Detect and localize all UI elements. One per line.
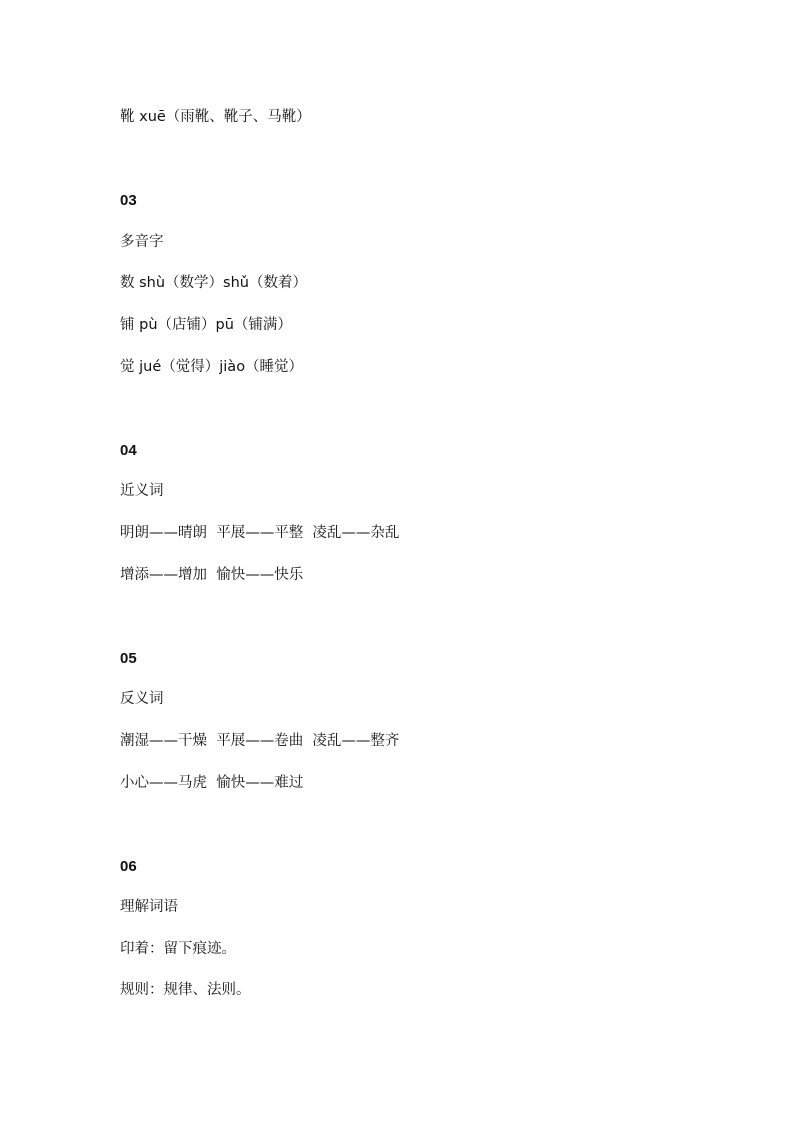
section-line: 潮湿——干燥 平展——卷曲 凌乱——整齐 xyxy=(120,732,400,749)
section-antonyms xyxy=(120,638,399,804)
intro-line: 靴 xuē（雨靴、靴子、马靴） xyxy=(120,109,311,125)
section-polyphones xyxy=(120,180,399,388)
section-number: 06 xyxy=(120,857,137,875)
section-title: 多音字 xyxy=(120,233,164,250)
section-line: 明朗——晴朗 平展——平整 凌乱——杂乱 xyxy=(120,524,400,541)
section-synonyms xyxy=(120,430,399,596)
section-title: 理解词语 xyxy=(120,899,178,916)
section-line: 增添——增加 愉快——快乐 xyxy=(120,566,304,583)
section-line: 规则：规律、法则。 xyxy=(120,982,251,999)
section-number: 05 xyxy=(120,649,137,667)
section-line: 印着：留下痕迹。 xyxy=(120,940,236,957)
section-line: 觉 jué（觉得）jiào（睡觉） xyxy=(120,358,304,375)
section-line: 数 shù（数学）shǔ（数着） xyxy=(120,275,307,292)
section-title: 反义词 xyxy=(120,691,164,708)
section-line: 小心——马虎 愉快——难过 xyxy=(120,774,304,791)
section-line: 铺 pù（店铺）pū（铺满） xyxy=(120,316,292,333)
document-body xyxy=(120,97,399,1012)
section-number: 03 xyxy=(120,192,137,210)
section-word-meanings xyxy=(120,846,399,1012)
section-title: 近义词 xyxy=(120,483,164,500)
section-number: 04 xyxy=(120,441,137,459)
